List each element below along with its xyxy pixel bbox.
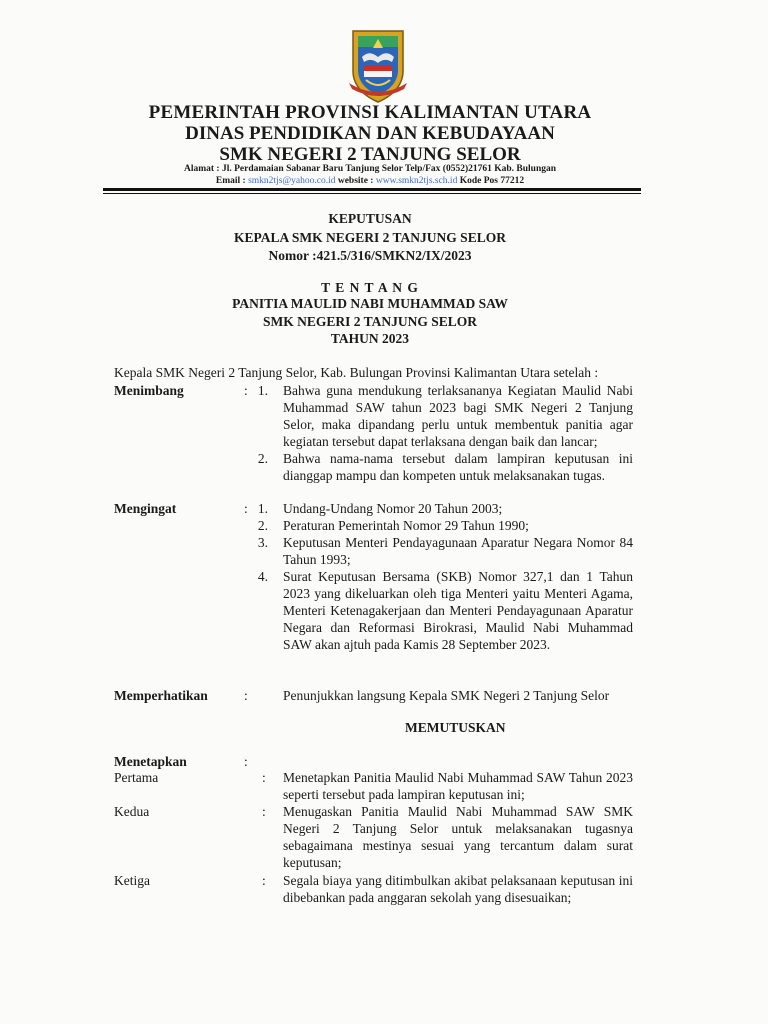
kedua-label: Kedua	[114, 804, 150, 819]
menetapkan-colon: :	[244, 754, 248, 769]
email-link[interactable]: smkn2tjs@yahoo.co.id	[248, 176, 336, 186]
letterhead-government: PEMERINTAH PROVINSI KALIMANTAN UTARA	[148, 102, 592, 123]
letterhead-contact	[100, 177, 640, 187]
menimbang-label: Menimbang	[114, 383, 184, 398]
pertama-label: Pertama	[114, 770, 159, 785]
mengingat-item-1: Undang-Undang Nomor 20 Tahun 2003;	[283, 501, 503, 516]
ketiga-colon: :	[262, 873, 266, 888]
mengingat-item-3: Keputusan Menteri Pendayagunaan Aparatur Negara Nomor 84 Tahun 1993;	[283, 535, 633, 567]
letterhead-rule-thick	[103, 188, 641, 191]
decree-about-label: T E N T A N G	[321, 280, 419, 295]
memperhatikan-colon: :	[244, 688, 248, 703]
coat-of-arms-icon	[347, 27, 409, 103]
email-label: Email :	[215, 176, 246, 186]
mengingat-num-3: 3.	[257, 535, 268, 550]
decree-subject-school: SMK NEGERI 2 TANJUNG SELOR	[262, 314, 478, 329]
memperhatikan-label: Memperhatikan	[114, 688, 208, 703]
mengingat-label: Mengingat	[114, 501, 177, 516]
intro-text: Kepala SMK Negeri 2 Tanjung Selor, Kab. Bulungan Provinsi Kalimantan Utara setelah :	[114, 365, 599, 380]
decree-number: Nomor :421.5/316/SMKN2/IX/2023	[268, 248, 472, 263]
decree-issuer: KEPALA SMK NEGERI 2 TANJUNG SELOR	[234, 230, 506, 245]
memutuskan-heading: MEMUTUSKAN	[405, 720, 506, 735]
pertama-text: Menetapkan Panitia Maulid Nabi Muhammad SAW Tahun 2023 seperti tersebut pada lampiran keputusan ini;	[283, 770, 633, 802]
menimbang-item-2: Bahwa nama-nama tersebut dalam lampiran keputusan ini dianggap mampu dan kompeten untuk melaksanakan tugas.	[283, 451, 633, 483]
website-link[interactable]: www.smkn2tjs.sch.id	[375, 176, 458, 186]
mengingat-num-4: 4.	[257, 569, 268, 584]
memperhatikan-text: Penunjukkan langsung Kepala SMK Negeri 2 Tanjung Selor	[283, 688, 610, 703]
decree-title: KEPUTUSAN	[328, 211, 412, 226]
ketiga-text: Segala biaya yang ditimbulkan akibat pelaksanaan keputusan ini dibebankan pada anggaran sekolah yang disesuaikan;	[283, 873, 633, 905]
menetapkan-label: Menetapkan	[114, 754, 187, 769]
pertama-colon: :	[262, 770, 266, 785]
mengingat-colon: :	[244, 501, 248, 516]
kedua-text: Menugaskan Panitia Maulid Nabi Muhammad SAW SMK Negeri 2 Tanjung Selor untuk melaksanakan tugasnya sebagaimana mestinya sesuai yang tercantum dalam surat keputusan;	[283, 804, 633, 870]
menimbang-colon: :	[244, 383, 248, 398]
mengingat-num-2: 2.	[257, 518, 268, 533]
menimbang-item-1: Bahwa guna mendukung terlaksananya Kegiatan Maulid Nabi Muhammad SAW tahun 2023 bagi SMK Negeri 2 Tanjung Selor, maka dipandang perlu untuk membentuk panitia agar kegiatan tersebut dapat terlaksana dengan baik dan lancar;	[283, 383, 633, 449]
decree-subject-year: TAHUN 2023	[330, 331, 410, 346]
mengingat-item-2: Peraturan Pemerintah Nomor 29 Tahun 1990;	[283, 518, 529, 533]
letterhead-address: Alamat : Jl. Perdamaian Sabanar Baru Tanjung Selor Telp/Fax (0552)21761 Kab. Bulungan	[183, 164, 557, 174]
decree-subject: PANITIA MAULID NABI MUHAMMAD SAW	[232, 296, 508, 311]
menimbang-num-1: 1.	[257, 383, 268, 398]
kedua-colon: :	[262, 804, 266, 819]
letterhead-rule-thin	[103, 193, 641, 194]
letterhead-department: DINAS PENDIDIKAN DAN KEBUDAYAAN	[185, 123, 555, 144]
ketiga-label: Ketiga	[114, 873, 150, 888]
website-label: website :	[337, 176, 374, 186]
mengingat-num-1: 1.	[257, 501, 268, 516]
letterhead-school: SMK NEGERI 2 TANJUNG SELOR	[219, 144, 521, 165]
postcode: Kode Pos 77212	[459, 176, 525, 186]
menimbang-num-2: 2.	[257, 451, 268, 466]
mengingat-item-4: Surat Keputusan Bersama (SKB) Nomor 327,1 dan 1 Tahun 2023 yang dikeluarkan oleh tiga Menteri yaitu Menteri Agama, Menteri Ketenagakerjaan dan Menteri Pendayagunaan Aparatur Negara dan Reformasi Birokrasi, Maulid Nabi Muhammad SAW akan ajtuh pada Kamis 28 September 2023.	[283, 569, 633, 652]
